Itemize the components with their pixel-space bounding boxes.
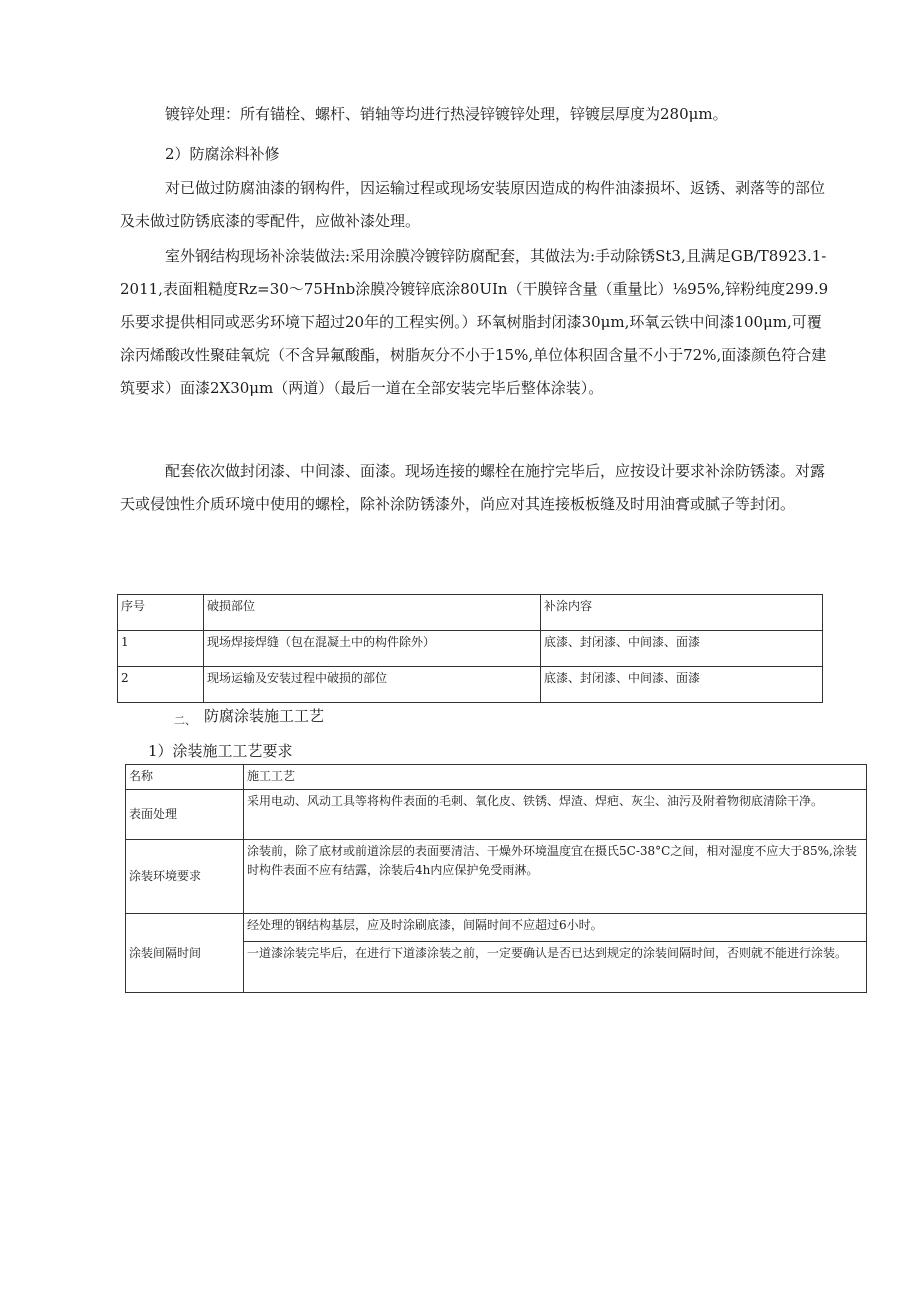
paragraph-bolt-sealing: 配套依次做封闭漆、中间漆、面漆。现场连接的螺栓在施拧完毕后，应按设计要求补涂防锈漆。对露天或侵蚀性介质环境中使用的螺栓，除补涂防锈漆外，尚应对其连接板板缝及时用油膏或腻子等封闭。: [120, 462, 826, 513]
paragraph-repair-scope: 对已做过防腐油漆的钢构件，因运输过程或现场安装原因造成的构件油漆损坏、返锈、剥落等的部位及未做过防锈底漆的零配件，应做补漆处理。: [120, 179, 826, 230]
heading-coating-repair: 2）防腐涂料补修: [165, 145, 280, 163]
paragraph-galvanizing: 镀锌处理：所有锚栓、螺杆、销轴等均进行热浸锌镀锌处理，锌镀层厚度为280μm。: [165, 105, 728, 123]
table-header-row: [126, 765, 867, 790]
table-header-cell: 名称: [126, 765, 244, 790]
table-cell: 现场焊接焊缝（包在混凝土中的构件除外）: [204, 631, 541, 667]
table-cell-content: 采用电动、风动工具等将构件表面的毛刺、氧化皮、铁锈、焊渣、焊疤、灰尘、油污及附着物彻底清除干净。: [244, 790, 867, 840]
paragraph-outdoor-coating: 室外钢结构现场补涂装做法:采用涂膜冷镀锌防腐配套，其做法为:手动除锈St3,且满足GB/T8923.1-2011,表面粗糙度Rz=30～75Hnb涂膜冷镀锌底涂80UIn（干膜锌含量（重量比）⅛95%,锌粉纯度299.9乐要求提供相同或恶劣环境下超过20年的工程实例。）环氧树脂封闭漆30μm,环氧云铁中间漆100μm,可覆涂丙烯酸改性聚硅氧烷（不含异氟酸酯，树脂灰分不小于15%,单位体积固含量不小于72%,面漆颜色符合建筑要求）面漆2X30μm（两道）（最后一道在全部安装完毕后整体涂装）。: [120, 247, 829, 397]
table-header-cell: 序号: [118, 595, 204, 631]
table-header-cell: 破损部位: [204, 595, 541, 631]
table-cell: 底漆、封闭漆、中间漆、面漆: [541, 631, 823, 667]
table-header-row: [118, 595, 823, 631]
table-cell: 2: [118, 667, 204, 703]
table-cell-content: 涂装前，除了底材或前道涂层的表面要清洁、干燥外环境温度宜在摄氏5C-38°C之间，相对湿度不应大于85%,涂装时构件表面不应有结露，涂装后4h内应保护免受雨淋。: [244, 840, 867, 914]
section-number: 二、: [174, 714, 196, 727]
section-subtitle: 1）涂装施工工艺要求: [148, 742, 293, 760]
table-header-cell: 补涂内容: [541, 595, 823, 631]
table-cell-name: 表面处理: [126, 790, 244, 840]
table-cell: 底漆、封闭漆、中间漆、面漆: [541, 667, 823, 703]
section-title: 防腐涂装施工工艺: [204, 707, 325, 725]
table-cell-content: 一道漆涂装完毕后，在进行下道漆涂装之前，一定要确认是否已达到规定的涂装间隔时间，否则就不能进行涂装。: [244, 942, 867, 993]
table-cell: 现场运输及安装过程中破损的部位: [204, 667, 541, 703]
repair-table: [117, 594, 823, 703]
table-row: [118, 631, 823, 667]
table-header-cell: 施工工艺: [244, 765, 867, 790]
table-cell-name: 涂装环境要求: [126, 840, 244, 914]
table-row: [126, 840, 867, 914]
table-cell-content: 经处理的钢结构基层，应及时涂刷底漆，间隔时间不应超过6小时。: [244, 914, 867, 942]
table-row: [126, 914, 867, 942]
table-row: [118, 667, 823, 703]
table-cell-name: 涂装间隔时间: [126, 914, 244, 993]
process-table: [125, 764, 867, 993]
table-cell: 1: [118, 631, 204, 667]
table-row: [126, 790, 867, 840]
